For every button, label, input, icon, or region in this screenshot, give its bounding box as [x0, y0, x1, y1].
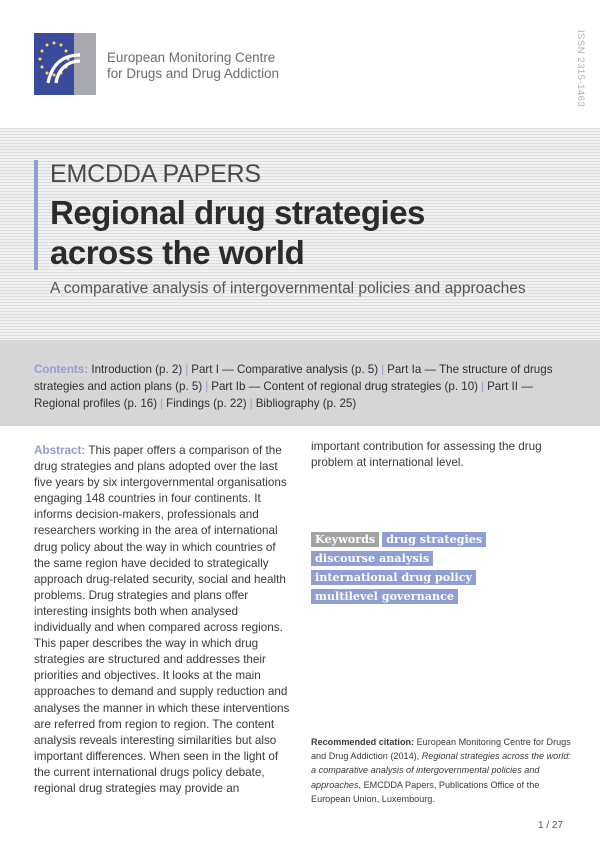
keyword-tag: discourse analysis	[311, 551, 433, 566]
page-title-line1: Regional drug strategies	[50, 194, 425, 231]
contents-separator: |	[205, 379, 209, 393]
keywords	[311, 530, 581, 606]
keywords-label: Keywords	[311, 532, 379, 547]
page-number: 1 / 27	[538, 820, 564, 831]
abstract-continuation: important contribution for assessing the drug problem at international level.	[311, 440, 542, 470]
citation-text-after: , EMCDDA Papers, Publications Office of the European Union, Luxembourg.	[311, 779, 540, 804]
issn-label: ISSN 2315-1463	[575, 30, 586, 108]
citation-text-before: European Monitoring Centre for Drugs and Drug Addiction (2014),	[311, 737, 571, 762]
abstract-label: Abstract:	[34, 444, 86, 457]
org-name	[107, 50, 279, 81]
contents-separator: |	[481, 379, 485, 393]
org-name-line1: European Monitoring Centre	[107, 50, 276, 65]
page-header	[0, 0, 600, 120]
citation-label: Recommended citation:	[311, 737, 415, 747]
keyword-tag: international drug policy	[311, 570, 476, 585]
contents-separator: |	[160, 396, 164, 410]
contents-label: Contents:	[34, 363, 89, 376]
keyword-tag: multilevel governance	[311, 589, 458, 604]
abstract	[34, 443, 292, 797]
contents-item[interactable]: Part I — Comparative analysis (p. 5)	[191, 363, 379, 376]
abstract-text: This paper offers a comparison of the drug strategies and plans adopted over the last five years by six intergovernmental organisations engaging 148 countries in four continents. It informs decision-makers, professionals and researchers working in the area of international drug policy about the way in which countries of the same region have decided to strategically approach drug-related security, social and health problems. Drug strategies and plans offer interesting insights both when analysed individually and when compared across regions. This paper describes the way in which drug strategies are structured and addresses their priorities and objectives. It looks at the main approaches to demand and supply reduction and analyses the manner in which these interventions are referred from region to region. The content analysis reveals interesting similarities but also important differences. When seen in the light of the current international drugs policy debate, regional drug strategies may provide an	[34, 444, 290, 795]
contents-item[interactable]: Introduction (p. 2)	[91, 363, 183, 376]
page-title	[50, 193, 570, 273]
contents-separator: |	[185, 363, 189, 376]
contents-item[interactable]: Part Ib — Content of regional drug strategies (p. 10)	[211, 379, 479, 393]
recommended-citation	[311, 735, 573, 806]
contents-item[interactable]: Findings (p. 22)	[166, 396, 247, 410]
title-accent-bar	[34, 160, 38, 270]
page-title-line2: across the world	[50, 234, 305, 271]
citation-title: Regional strategies across the world: a comparative analysis of intergovernmental policies and approaches	[311, 751, 571, 790]
org-name-line2: for Drugs and Drug Addiction	[107, 65, 279, 81]
keyword-tag: drug strategies	[382, 532, 486, 547]
contents-separator: |	[249, 396, 253, 410]
contents-item[interactable]: Part Ia — The structure of drugs strategies and action plans (p. 5)	[34, 363, 553, 393]
contents-separator: |	[381, 363, 385, 376]
page-subtitle: A comparative analysis of intergovernmental policies and approaches	[50, 280, 526, 297]
table-of-contents	[34, 362, 574, 412]
contents-item[interactable]: Part II — Regional profiles (p. 16)	[34, 379, 533, 410]
contents-item[interactable]: Bibliography (p. 25)	[255, 396, 357, 410]
emcdda-logo-icon	[34, 33, 96, 95]
series-name: EMCDDA PAPERS	[50, 160, 261, 188]
